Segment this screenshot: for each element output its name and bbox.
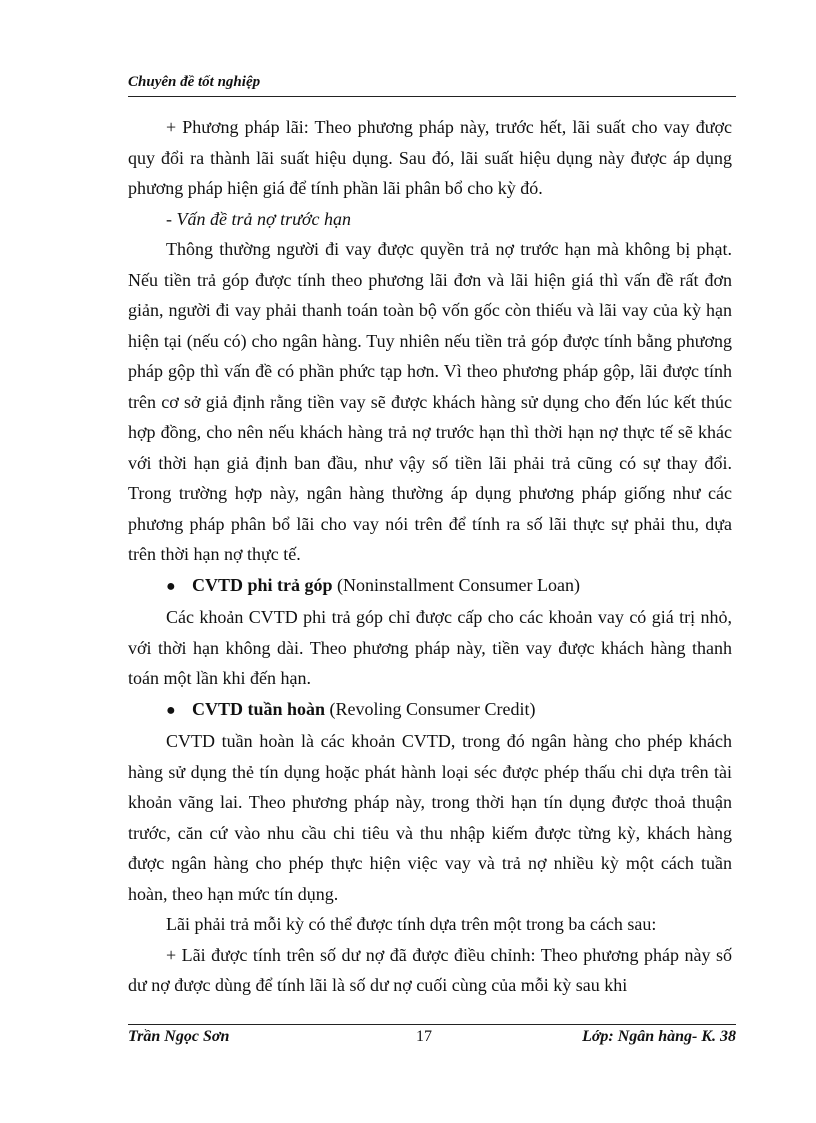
page-body [128,112,732,1001]
page-header-title: Chuyên đề tốt nghiệp [128,74,261,90]
bullet-revolving-bold: CVTD tuần hoàn [192,698,326,719]
footer-author: Trần Ngọc Sơn [128,1028,230,1045]
footer-class: Lớp: Ngân hàng- K. 38 [582,1028,736,1045]
header-divider [128,96,736,97]
paragraph-noninstallment: Các khoản CVTD phi trả góp chỉ được cấp cho các khoản vay có giá trị nhỏ, với thời hạn không dài. Theo phương pháp này, tiền vay được khách hàng thanh toán một lần khi đến hạn. [128,607,732,688]
bullet-noninstallment-rest: (Noninstallment Consumer Loan) [332,574,580,595]
bullet-revolving-rest: (Revoling Consumer Credit) [325,698,536,719]
paragraph-revolving: CVTD tuần hoàn là các khoản CVTD, trong đó ngân hàng cho phép khách hàng sử dụng thẻ tín dụng hoặc phát hành loại séc được phép thấu chi dựa trên tài khoản vãng lai. Theo phương pháp này, trong thời hạn tín dụng được thoả thuận trước, căn cứ vào nhu cầu chi tiêu và thu nhập kiếm được từng kỳ, khách hàng được ngân hàng cho phép thực hiện việc vay và trả nợ nhiều kỳ một cách tuần hoàn, theo hạn mức tín dụng. [128,731,732,904]
paragraph-interest-method: + Phương pháp lãi: Theo phương pháp này, trước hết, lãi suất cho vay được quy đổi ra thành lãi suất hiệu dụng. Sau đó, lãi suất hiệu dụng này được áp dụng phương pháp hiện giá để tính phần lãi phân bổ cho kỳ đó. [128,117,732,198]
bullet-noninstallment-bold: CVTD phi trả góp [192,574,333,595]
page-number: 17 [416,1028,432,1045]
subheading-early-repayment: - Vấn đề trả nợ trước hạn [166,208,352,229]
paragraph-interest-methods-intro: Lãi phải trả mỗi kỳ có thể được tính dựa trên một trong ba cách sau: [166,914,657,934]
bullet-dot-icon: ● [166,701,176,719]
bullet-revolving [128,694,732,727]
bullet-dot-icon: ● [166,577,176,595]
bullet-noninstallment [128,570,732,603]
paragraph-early-repayment: Thông thường người đi vay được quyền trả nợ trước hạn mà không bị phạt. Nếu tiền trả góp được tính theo phương lãi đơn và lãi hiện giá thì vấn đề rất đơn giản, người đi vay phải thanh toán toàn bộ vốn gốc còn thiếu và lãi vay của kỳ hạn hiện tại (nếu có) cho ngân hàng. Tuy nhiên nếu tiền trả góp được tính bằng phương pháp gộp thì vấn đề có phần phức tạp hơn. Vì theo phương pháp gộp, lãi được tính trên cơ sở giả định rằng tiền vay sẽ được khách hàng sử dụng cho đến lúc kết thúc hợp đồng, cho nên nếu khách hàng trả nợ trước hạn thì thời hạn nợ thực tế sẽ khác với thời hạn giả định ban đầu, như vậy số tiền lãi phải trả cũng có sự thay đổi. Trong trường hợp này, ngân hàng thường áp dụng phương pháp giống như các phương pháp phân bổ lãi cho vay nói trên để tính ra số lãi thực sự phải thu, dựa trên thời hạn nợ thực tế. [128,239,732,564]
footer-divider [128,1024,736,1025]
paragraph-adjusted-balance: + Lãi được tính trên số dư nợ đã được điều chỉnh: Theo phương pháp này số dư nợ được dùng để tính lãi là số dư nợ cuối cùng của mỗi kỳ sau khi [128,944,732,995]
